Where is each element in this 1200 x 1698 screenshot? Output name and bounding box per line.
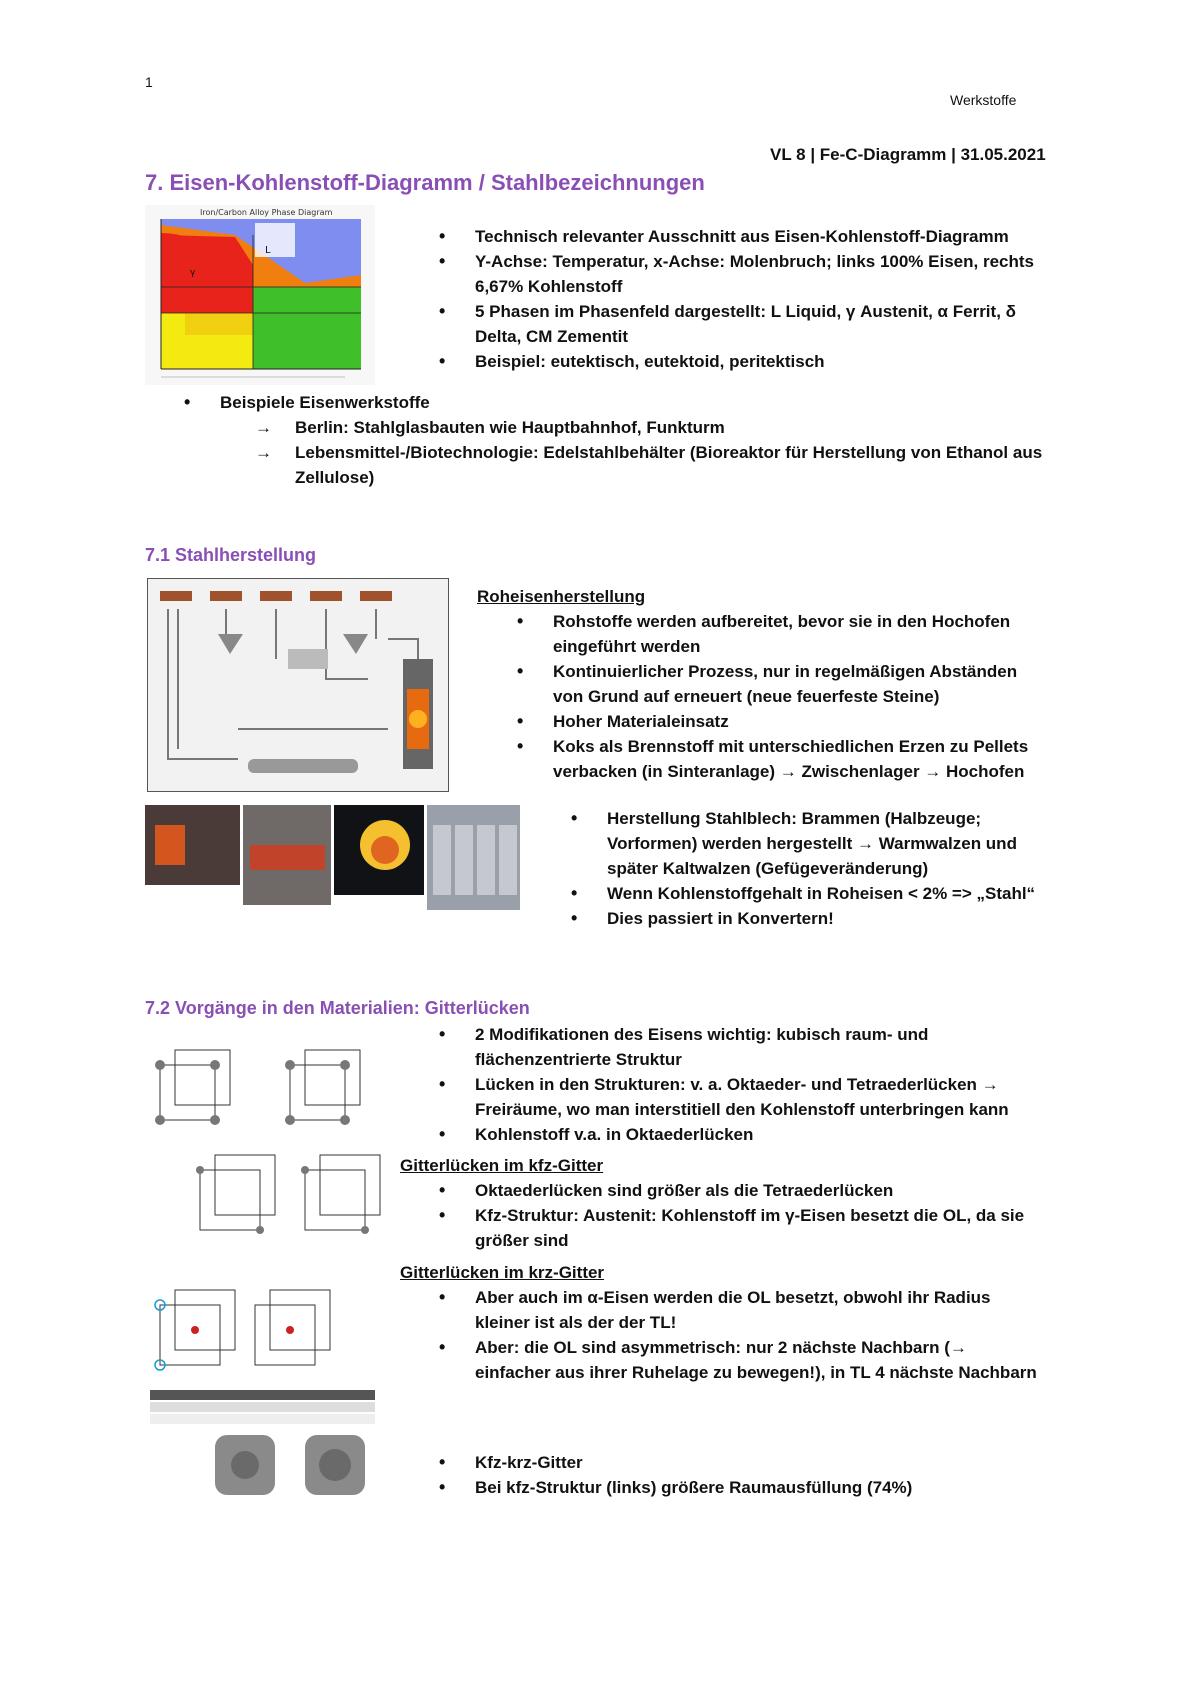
section-7-1-subbullets xyxy=(567,806,1057,931)
list-item: • Y-Achse: Temperatur, x-Achse: Molenbruch; links 100% Eisen, rechts 6,67% Kohlenstoff xyxy=(435,249,1035,299)
section-7-1-text xyxy=(477,584,1037,784)
roheisen-subtitle: Roheisenherstellung xyxy=(477,587,646,606)
list-item: • 5 Phasen im Phasenfeld dargestellt: L Liquid, γ Austenit, α Ferrit, δ Delta, CM Zementit xyxy=(435,299,1035,349)
list-item: • Oktaederlücken sind größer als die Tetraederlücken xyxy=(435,1178,1060,1203)
list-item: • Lücken in den Strukturen: v. a. Oktaeder- und Tetraederlücken → Freiräume, wo man interstitiell den Kohlenstoff unterbringen kann xyxy=(435,1072,1055,1122)
section-7-2-title: 7.2 Vorgänge in den Materialien: Gitterlücken xyxy=(145,998,530,1018)
list-item: • 2 Modifikationen des Eisens wichtig: kubisch raum- und flächenzentrierte Struktur xyxy=(435,1022,1055,1072)
page-number: 1 xyxy=(145,74,153,90)
kfz-block xyxy=(400,1153,1060,1253)
example-item: → Berlin: Stahlglasbauten wie Hauptbahnhof, Funkturm xyxy=(255,415,1080,440)
list-item: • Dies passiert in Konvertern! xyxy=(567,906,1057,931)
header-title: Werkstoffe xyxy=(950,92,1017,108)
phase-diagram-image xyxy=(145,205,375,385)
list-item: • Aber auch im α-Eisen werden die OL besetzt, obwohl ihr Radius kleiner ist als der der TL! xyxy=(435,1285,1040,1335)
list-item: • Kfz-krz-Gitter xyxy=(435,1450,1055,1475)
list-item: • Herstellung Stahlblech: Brammen (Halbzeuge; Vorformen) werden hergestellt → Warmwalzen und später Kaltwalzen (Gefügeveränderung) xyxy=(567,806,1057,881)
examples-block xyxy=(180,390,1080,490)
list-item: • Aber: die OL sind asymmetrisch: nur 2 nächste Nachbarn (→ einfacher aus ihrer Ruhelage zu bewegen!), in TL 4 nächste Nachbarn xyxy=(435,1335,1040,1385)
list-item: • Kontinuierlicher Prozess, nur in regelmäßigen Abständen von Grund auf erneuert (neue feuerfeste Steine) xyxy=(513,659,1037,709)
svg-text:L: L xyxy=(265,245,271,256)
list-item: • Wenn Kohlenstoffgehalt in Roheisen < 2% => „Stahl“ xyxy=(567,881,1057,906)
phase-diagram-title: Iron/Carbon Alloy Phase Diagram xyxy=(200,208,333,217)
list-item: • Rohstoffe werden aufbereitet, bevor sie in den Hochofen eingeführt werden xyxy=(513,609,1037,659)
blast-furnace-process-diagram xyxy=(147,578,449,792)
steel-production-photos xyxy=(145,805,520,910)
list-item: • Hoher Materialeinsatz xyxy=(513,709,1037,734)
examples-title: • Beispiele Eisenwerkstoffe xyxy=(180,390,1080,415)
lecture-info: VL 8 | Fe-C-Diagramm | 31.05.2021 xyxy=(770,145,1046,164)
svg-text:γ: γ xyxy=(190,268,196,278)
list-item: • Technisch relevanter Ausschnitt aus Eisen-Kohlenstoff-Diagramm xyxy=(435,224,1075,249)
list-item: • Koks als Brennstoff mit unterschiedlichen Erzen zu Pellets verbacken (in Sinteranlage) → Zwischenlager → Hochofen xyxy=(513,734,1037,784)
final-bullets xyxy=(435,1450,1055,1500)
krz-block xyxy=(400,1260,1040,1385)
list-item: • Beispiel: eutektisch, eutektoid, peritektisch xyxy=(435,349,1075,374)
example-item: → Lebensmittel-/Biotechnologie: Edelstahlbehälter (Bioreaktor für Herstellung von Ethanol aus Zellulose) xyxy=(255,440,1080,490)
list-item: • Bei kfz-Struktur (links) größere Raumausfüllung (74%) xyxy=(435,1475,1055,1500)
list-item: • Kfz-Struktur: Austenit: Kohlenstoff im γ-Eisen besetzt die OL, da sie größer sind xyxy=(435,1203,1060,1253)
section-7-2-text xyxy=(435,1022,1055,1147)
krz-title: Gitterlücken im krz-Gitter xyxy=(400,1263,605,1282)
kfz-title: Gitterlücken im kfz-Gitter xyxy=(400,1156,604,1175)
section-7-1-title: 7.1 Stahlherstellung xyxy=(145,545,317,565)
section-7-bullets xyxy=(435,224,1075,374)
section-7-title: 7. Eisen-Kohlenstoff-Diagramm / Stahlbezeichnungen xyxy=(145,170,705,195)
lattice-structures-image xyxy=(145,1030,385,1520)
list-item: • Kohlenstoff v.a. in Oktaederlücken xyxy=(435,1122,1055,1147)
